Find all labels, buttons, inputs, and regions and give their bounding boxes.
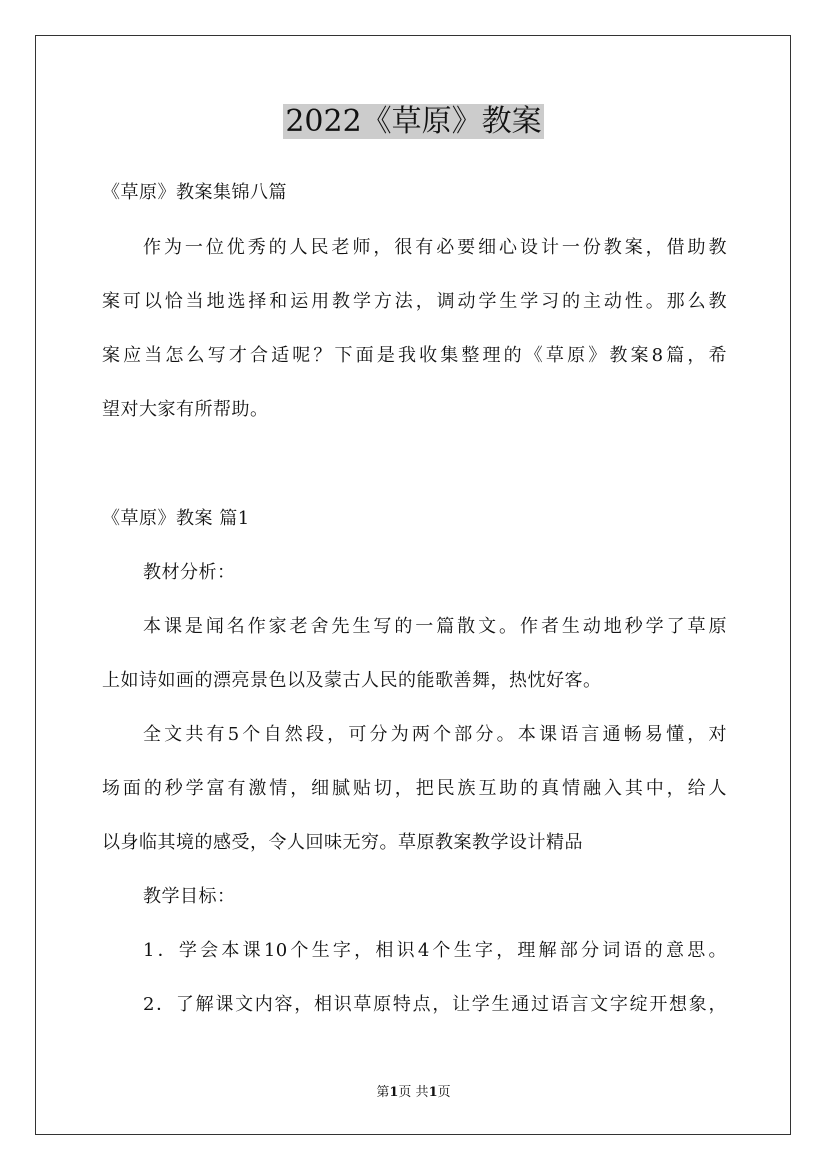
- goal-2: 2．了解课文内容，相识草原特点，让学生通过语言文字绽开想象，: [143, 994, 727, 1015]
- analysis-p1-line-2: 上如诗如画的漂亮景色以及蒙古人民的能歌善舞，热忱好客。: [102, 670, 602, 691]
- title-text: 2022《草原》教案: [285, 104, 542, 139]
- analysis-heading: 教材分析：: [143, 562, 236, 583]
- footer-mid: 页 共: [398, 1085, 429, 1100]
- footer-prefix: 第: [376, 1085, 390, 1100]
- intro-line-4: 望对大家有所帮助。: [102, 399, 269, 420]
- intro-line-3: 案应当怎么写才合适呢？下面是我收集整理的《草原》教案8篇，希: [102, 345, 727, 366]
- analysis-p2-line-1: 全文共有5个自然段，可分为两个部分。本课语言通畅易懂，对: [143, 724, 727, 745]
- analysis-p2-line-3: 以身临其境的感受，令人回味无穷。草原教案教学设计精品: [102, 832, 583, 853]
- footer-page-current: 1: [389, 1085, 399, 1100]
- goal-1: 1．学会本课10个生字，相识4个生字，理解部分词语的意思。: [143, 940, 727, 961]
- intro-line-1: 作为一位优秀的人民老师，很有必要细心设计一份教案，借助教: [143, 237, 727, 258]
- document-title: [0, 98, 827, 146]
- footer-suffix: 页: [437, 1085, 451, 1100]
- analysis-p1-line-1: 本课是闻名作家老舍先生写的一篇散文。作者生动地秒学了草原: [143, 616, 727, 637]
- footer-page-total: 1: [428, 1085, 438, 1100]
- section-heading: 《草原》教案 篇1: [102, 508, 250, 529]
- intro-line-2: 案可以恰当地选择和运用教学方法，调动学生学习的主动性。那么教: [102, 291, 727, 312]
- analysis-p2-line-2: 场面的秒学富有激情，细腻贴切，把民族互助的真情融入其中，给人: [102, 778, 727, 799]
- page-footer: [0, 1083, 827, 1103]
- goals-heading: 教学目标：: [143, 886, 236, 907]
- subtitle: 《草原》教案集锦八篇: [102, 182, 287, 203]
